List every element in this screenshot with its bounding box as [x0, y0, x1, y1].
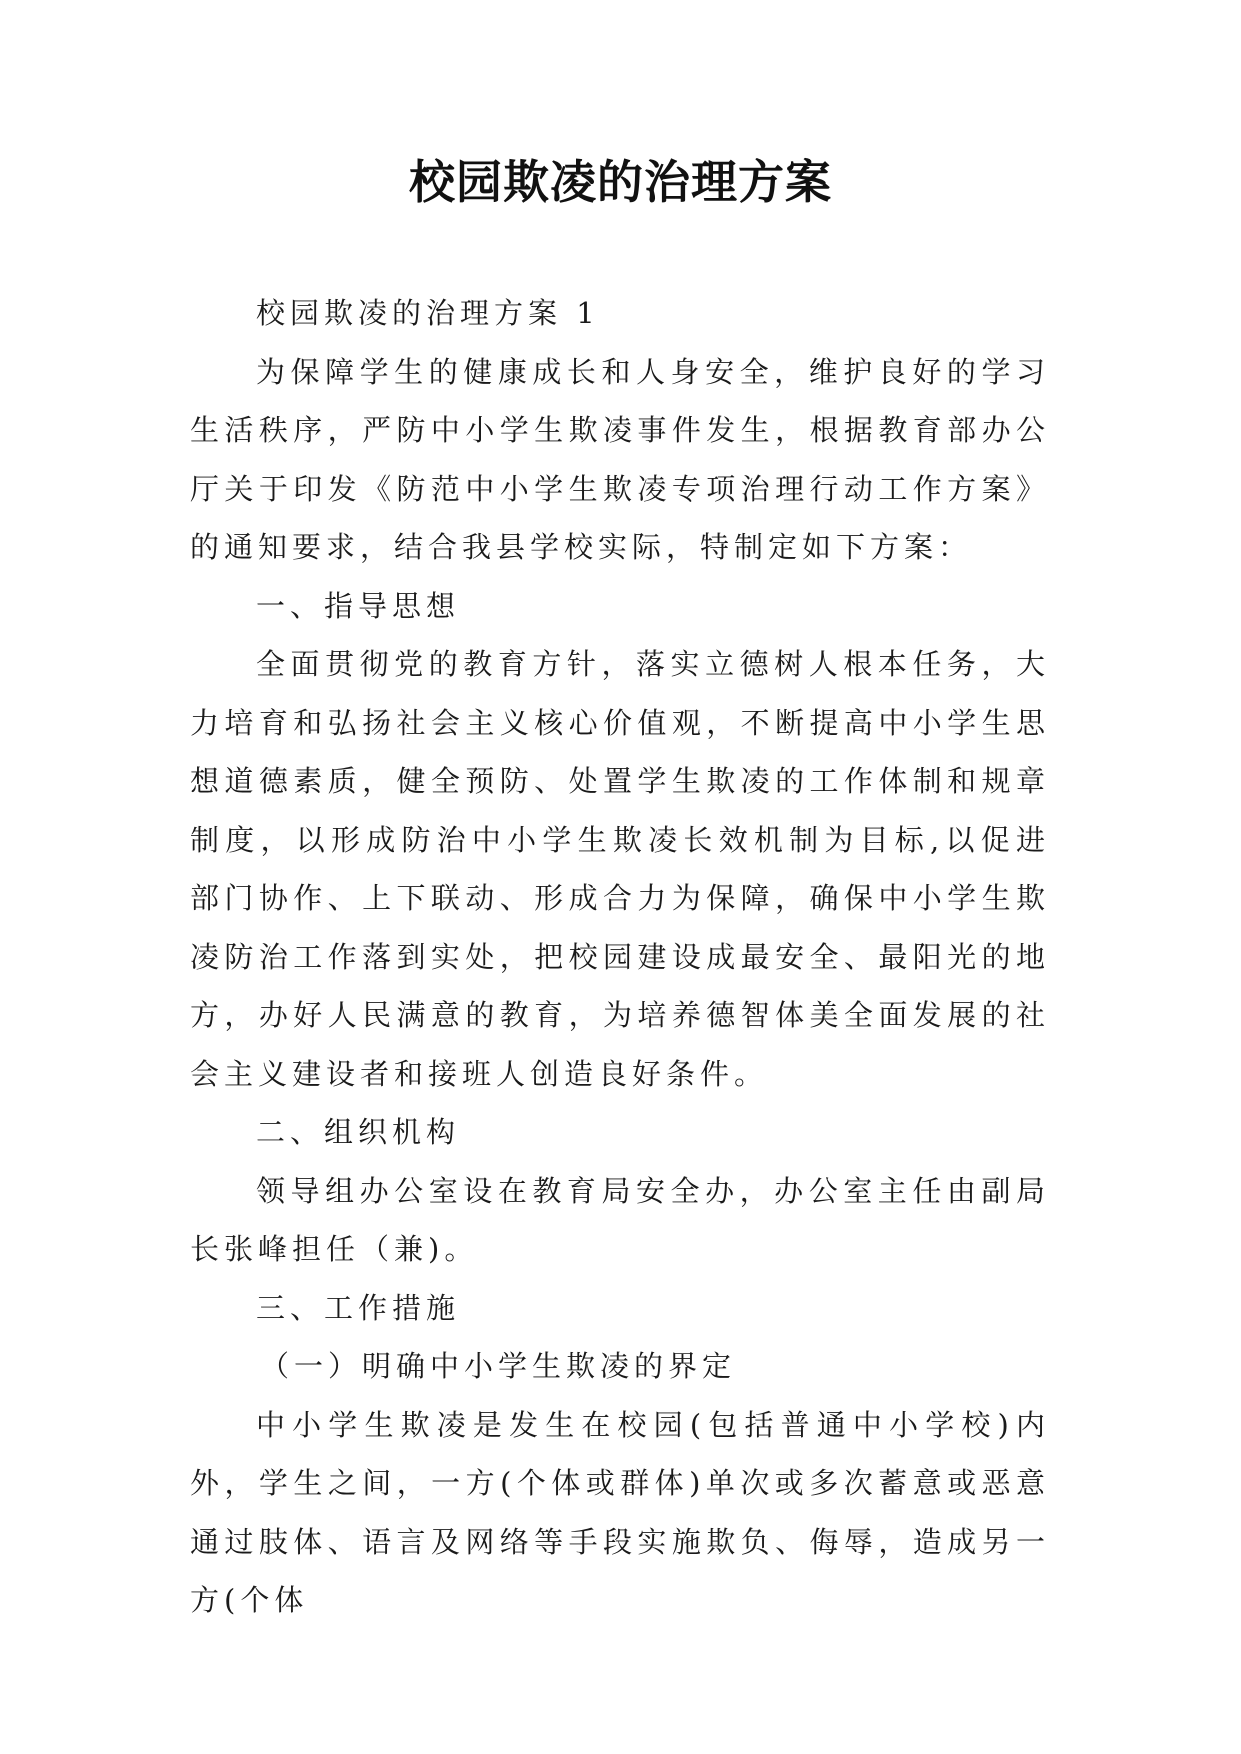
body-paragraph: 领导组办公室设在教育局安全办，办公室主任由副局长张峰担任（兼)。: [190, 1173, 1050, 1266]
document-body: [190, 284, 1050, 1630]
body-paragraph: 中小学生欺凌是发生在校园(包括普通中小学校)内外，学生之间，一方(个体或群体)单次或多次蓄意或恶意通过肢体、语言及网络等手段实施欺负、侮辱，造成另一方(个体: [190, 1407, 1050, 1617]
section-heading: 一、指导思想: [256, 588, 461, 623]
section-heading: 校园欺凌的治理方案 1: [256, 296, 600, 330]
document-title: 校园欺凌的治理方案: [409, 155, 832, 209]
subsection-heading: （一）明确中小学生欺凌的界定: [260, 1349, 737, 1383]
body-paragraph: 全面贯彻党的教育方针，落实立德树人根本任务，大力培育和弘扬社会主义核心价值观，不断提高中小学生思想道德素质，健全预防、处置学生欺凌的工作体制和规章制度，以形成防治中小学生欺凌长效机制为目标,以促进部门协作、上下联动、形成合力为保障，确保中小学生欺凌防治工作落到实处，把校园建设成最安全、最阳光的地方，办好人民满意的教育，为培养德智体美全面发展的社会主义建设者和接班人创造良好条件。: [190, 647, 1050, 1091]
body-paragraph: 为保障学生的健康成长和人身安全，维护良好的学习生活秩序，严防中小学生欺凌事件发生，根据教育部办公厅关于印发《防范中小学生欺凌专项治理行动工作方案》的通知要求，结合我县学校实际，特制定如下方案：: [190, 354, 1050, 564]
section-heading: 三、工作措施: [256, 1290, 461, 1325]
section-heading: 二、组织机构: [256, 1115, 461, 1149]
